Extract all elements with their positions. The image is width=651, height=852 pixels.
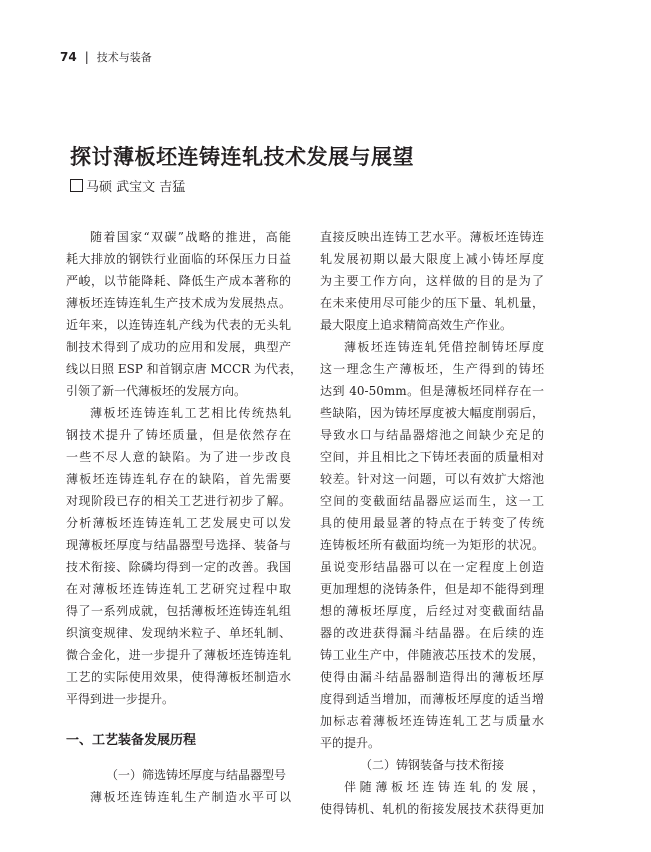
text-line: 得了一系列成就，包括薄板坯连铸连轧组 [66,604,291,618]
text-line: 平得到进一步提升。 [66,692,175,706]
authors: 马硕 武宝文 吉猛 [86,180,186,195]
text-line: 想的薄板坯厚度，后经过对变截面结晶 [320,604,544,618]
square-box-icon [70,179,83,192]
text-line: 薄板坯连铸连轧工艺相比传统热轧 [90,406,291,420]
author-line [70,176,185,195]
text-line: 使得由漏斗结晶器制造得出的薄板坯厚 [320,670,544,684]
text-line: 为主要工作方向，这样做的目的是为了 [320,274,544,288]
text-line: 加标志着薄板坯连铸连轧工艺与质量水 [320,714,544,728]
text-line: 薄板坯连铸连轧凭借控制铸坯厚度 [344,340,544,354]
text-line: 薄板坯连铸连轧生产制造水平可以 [90,790,291,804]
right-column [320,226,544,820]
text-line: 些缺陷，因为铸坯厚度被大幅度削弱后， [320,406,544,420]
text-line: 导致水口与结晶器熔池之间缺少充足的 [320,428,544,442]
text-line: 更加理想的浇铸条件，但是却不能得到理 [320,582,544,596]
left-paragraph-1 [66,226,302,402]
text-line: 连铸板坯所有截面均统一为矩形的状况。 [320,538,544,552]
text-line: 现薄板坯厚度与结晶器型号选择、装备与 [66,538,291,552]
text-line: 近年来，以连铸连轧产线为代表的无头轧 [66,318,291,332]
text-line: 使得铸机、轧机的衔接发展技术获得更加 [320,802,544,816]
text-line: 一些不尽人意的缺陷。为了进一步改良 [66,450,291,464]
text-line: 钢技术提升了铸坯质量，但是依然存在 [66,428,291,442]
section-heading-1: 一、工艺装备发展历程 [66,733,197,748]
header-divider: | [84,50,89,64]
running-header [60,47,152,67]
page-number: 74 [60,50,77,64]
text-line: 平的提升。 [320,736,381,750]
text-line: 薄板坯连铸连轧生产技术成为发展热点。 [66,296,291,310]
text-line: 空间的变截面结晶器应运而生，这一工 [320,494,544,508]
text-line: 织演变规律、发现纳米粒子、单坯轧制、 [66,626,291,640]
text-line: 薄板坯连铸连轧存在的缺陷，首先需要 [66,472,291,486]
left-paragraph-2 [66,402,291,710]
text-line: 具的使用最显著的特点在于转变了传统 [320,516,544,530]
text-line: 在对薄板坯连铸连轧工艺研究过程中取 [66,582,291,596]
left-paragraph-3 [66,786,291,808]
text-line: 严峻，以节能降耗、降低生产成本著称的 [66,274,291,288]
left-column [66,226,302,808]
right-paragraph-2 [320,336,544,754]
text-line: 最大限度上追求精简高效生产作业。 [320,318,513,332]
text-line: 这一理念生产薄板坯，生产得到的铸坯 [320,362,544,376]
text-line: 直接反映出连铸工艺水平。薄板坯连铸连 [320,230,544,244]
text-line: 空间，并且相比之下铸坯表面的质量相对 [320,450,544,464]
article-title: 探讨薄板坯连铸连轧技术发展与展望 [70,145,414,169]
text-line: 线以日照 ESP 和首钢京唐 MCCR 为代表， [66,362,302,376]
text-line: 器的改进获得漏斗结晶器。在后续的连 [320,626,544,640]
text-line: 度得到适当增加，而薄板坯厚度的适当增 [320,692,544,706]
text-line: 铸工业生产中，伴随液芯压技术的发展， [320,648,544,662]
subsection-heading-1: （一）筛选铸坯厚度与结晶器型号 [106,768,287,782]
text-line: 轧发展初期以最大限度上减小铸坯厚度 [320,252,544,266]
text-line: 伴随薄板坯连铸连轧的发展， [344,780,544,794]
right-paragraph-3 [320,776,544,820]
text-line: 较差。针对这一问题，可以有效扩大熔池 [320,472,544,486]
section-name: 技术与装备 [96,51,152,64]
text-line: 制技术得到了成功的应用和发展，典型产 [66,340,291,354]
text-line: 在未来使用尽可能少的压下量、轧机量， [320,296,544,310]
text-line: 随着国家“双碳”战略的推进，高能 [90,230,291,244]
right-paragraph-1 [320,226,544,336]
text-line: 引领了新一代薄板坯的发展方向。 [66,384,247,398]
text-line: 耗大排放的钢铁行业面临的环保压力日益 [66,252,291,266]
subsection-heading-2: （二）铸钢装备与技术衔接 [360,758,505,772]
text-line: 工艺的实际使用效果，使得薄板坯制造水 [66,670,291,684]
text-line: 虽说变形结晶器可以在一定程度上创造 [320,560,544,574]
text-line: 对现阶段已存的相关工艺进行初步了解。 [66,494,291,508]
text-line: 分析薄板坯连铸连轧工艺发展史可以发 [66,516,291,530]
text-line: 达到 40-50mm。但是薄板坯同样存在一 [320,384,544,398]
text-line: 微合金化，进一步提升了薄板坯连铸连轧 [66,648,291,662]
text-line: 技术衔接、除磷均得到一定的改善。我国 [66,560,291,574]
